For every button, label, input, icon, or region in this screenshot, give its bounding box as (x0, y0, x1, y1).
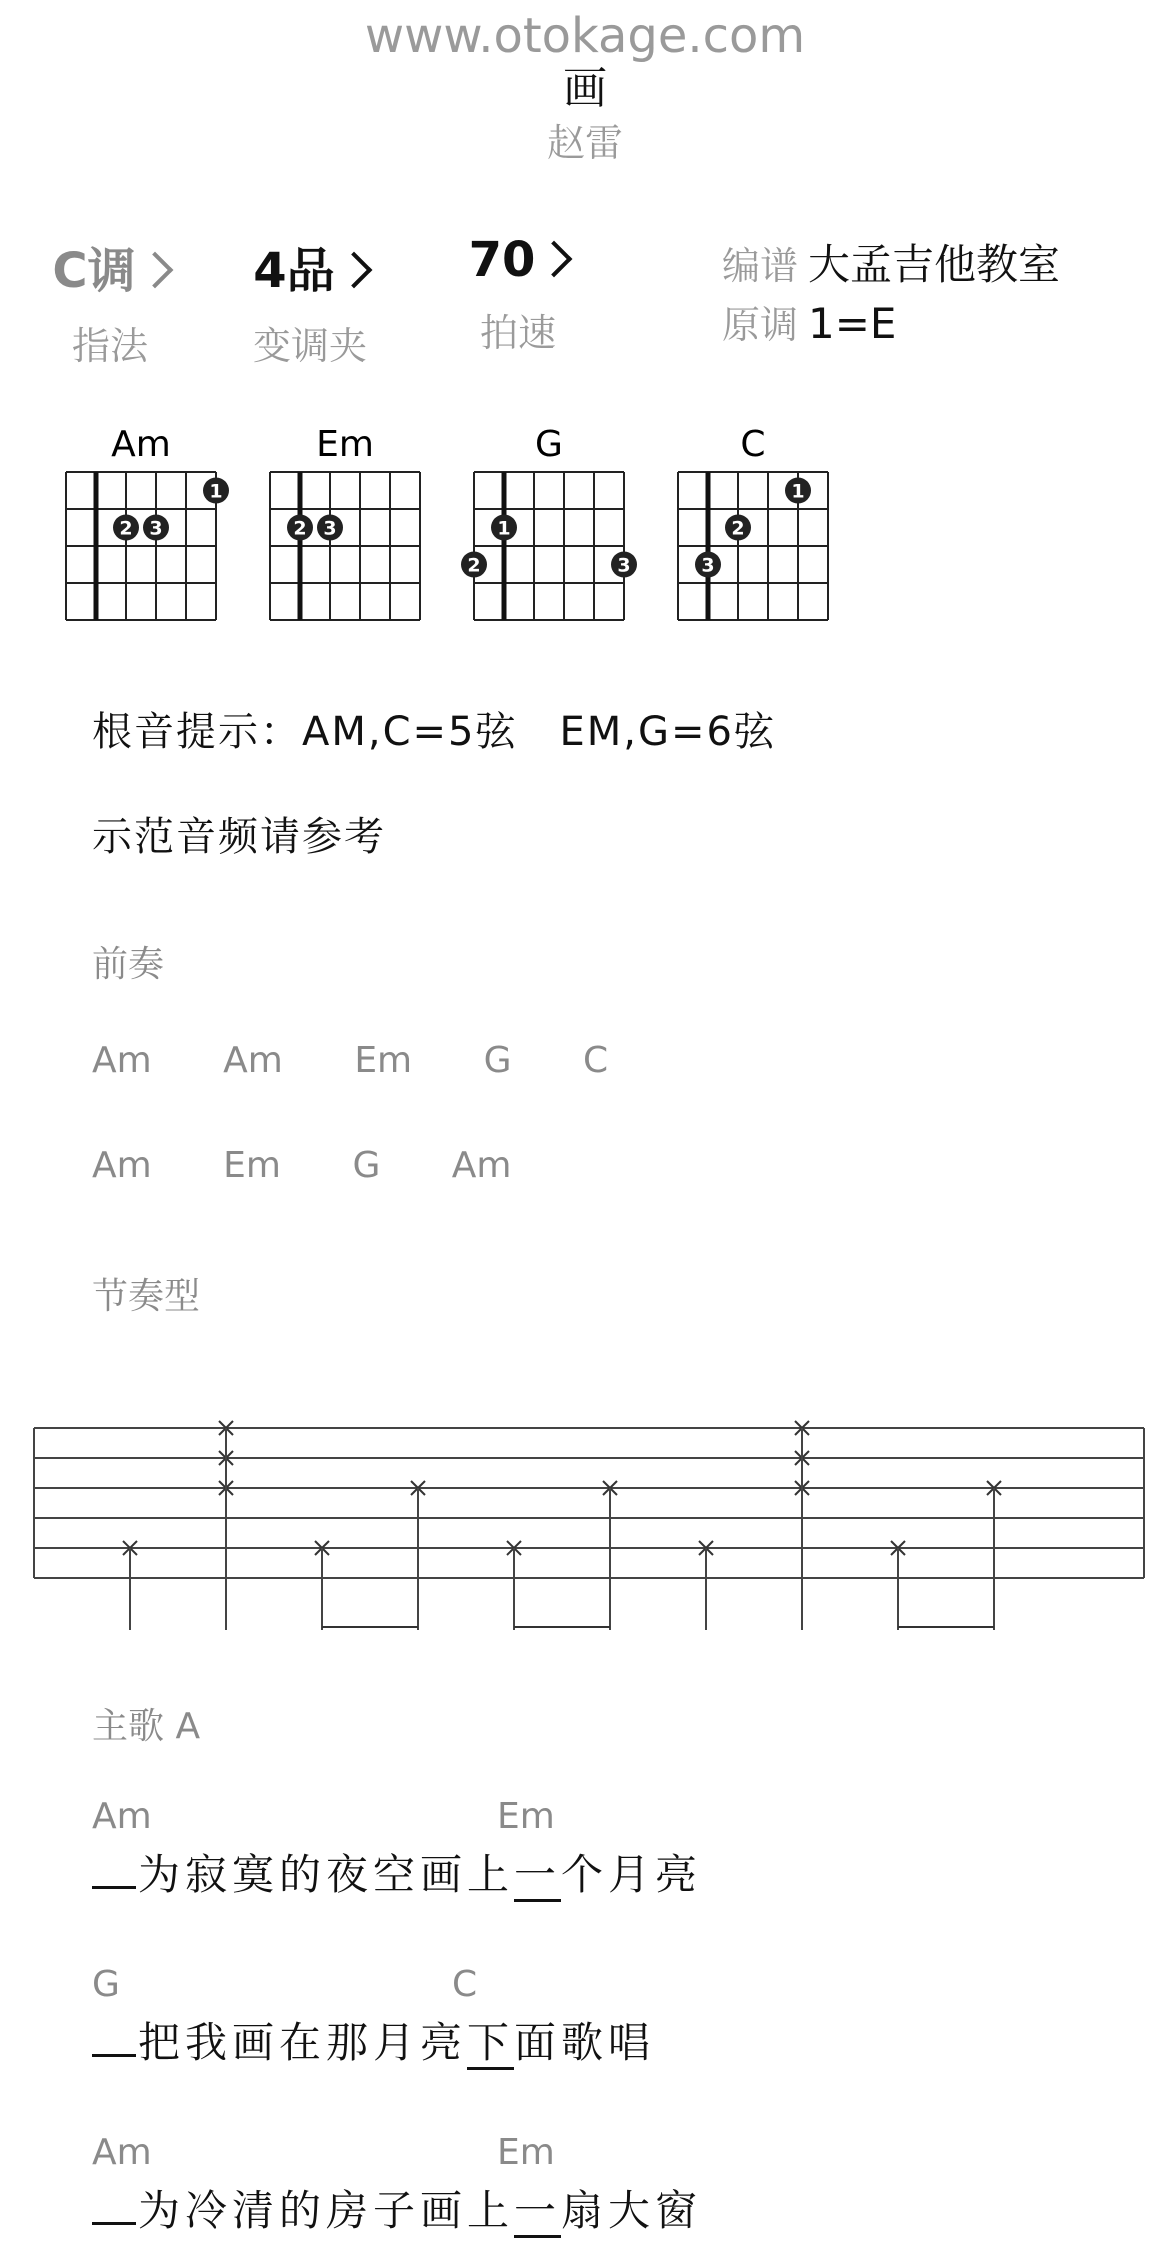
song-title: 画 (563, 63, 607, 114)
tempo-value: 70 (468, 232, 536, 288)
watermark: www.otokage.com (364, 8, 806, 64)
lyric-text: 个月亮 (561, 1850, 703, 1899)
capo-value: 4品 (253, 243, 335, 299)
chord-diagrams (0, 460, 1170, 630)
lyric-blank (92, 2020, 136, 2057)
intro-chord[interactable]: Am (451, 1145, 512, 1186)
lyric-text: 为冷清的房子画上 (138, 2186, 515, 2235)
section-intro: 前奏 (92, 944, 165, 985)
chord-diagram-c[interactable] (678, 472, 828, 620)
demo-audio-note: 示范音频请参考 (92, 814, 386, 860)
section-rhythm: 节奏型 (92, 1276, 201, 1317)
intro-chord[interactable]: G (483, 1040, 512, 1081)
lyric-line (92, 1842, 702, 1902)
key-value: C调 (52, 243, 136, 299)
finger-number: 1 (497, 517, 511, 540)
intro-chord[interactable]: Am (92, 1040, 152, 1081)
intro-chord[interactable]: Em (354, 1040, 413, 1081)
finger-number: 1 (209, 480, 223, 503)
arranger-name[interactable]: 大孟吉他教室 (808, 240, 1061, 289)
lyric-text-underlined: 下 (467, 2018, 514, 2070)
lyric-chord[interactable]: C (452, 1964, 478, 2005)
chord-diagram-am[interactable] (66, 472, 229, 620)
lyric-chord[interactable]: Em (497, 1796, 555, 1837)
lyric-chord[interactable]: G (92, 1964, 120, 2005)
intro-chord[interactable]: C (582, 1040, 609, 1081)
chevron-right-icon (536, 241, 573, 278)
finger-number: 3 (617, 554, 631, 577)
chevron-right-icon (335, 252, 372, 289)
intro-chord[interactable]: Am (92, 1145, 152, 1186)
finger-number: 3 (701, 554, 715, 577)
lyric-text: 扇大窗 (561, 2186, 703, 2235)
lyric-line (92, 2010, 655, 2070)
original-key-value: 1=E (808, 299, 897, 348)
arranger-label: 编谱 (722, 244, 799, 288)
section-verse-a: 主歌 A (92, 1706, 201, 1747)
rhythm-pattern-tab (0, 1400, 1170, 1630)
intro-line-2 (92, 1145, 512, 1186)
finger-number: 1 (791, 480, 805, 503)
tempo-label: 拍速 (479, 311, 556, 355)
tempo-selector[interactable] (448, 232, 588, 357)
finger-number: 2 (731, 517, 745, 540)
song-artist[interactable]: 赵雷 (546, 121, 623, 165)
finger-number: 2 (293, 517, 307, 540)
intro-line-1 (92, 1040, 608, 1081)
intro-chord[interactable]: Am (223, 1040, 283, 1081)
chord-name-am: Am (111, 424, 171, 465)
chord-name-c: C (740, 424, 766, 465)
arranger-row (722, 232, 1060, 292)
finger-number: 3 (323, 517, 337, 540)
finger-number: 3 (149, 517, 163, 540)
lyric-text: 把我画在那月亮 (138, 2018, 468, 2067)
lyric-blank (92, 2188, 136, 2225)
intro-chord[interactable]: G (352, 1145, 381, 1186)
lyric-text-underlined: 一 (514, 2186, 561, 2238)
chord-name-g: G (535, 424, 563, 465)
finger-number: 2 (467, 554, 481, 577)
chord-diagram-g[interactable] (461, 472, 637, 620)
lyric-blank (92, 1852, 136, 1889)
lyric-chord[interactable]: Am (92, 1796, 152, 1837)
intro-chord[interactable]: Em (223, 1145, 281, 1186)
chord-name-em: Em (316, 424, 374, 465)
chevron-right-icon (136, 252, 173, 289)
original-key-label: 原调 (722, 303, 799, 347)
chord-diagram-em[interactable] (270, 472, 420, 620)
capo-label: 变调夹 (252, 324, 367, 368)
capo-selector[interactable] (240, 232, 380, 370)
key-selector[interactable] (40, 232, 180, 370)
key-label: 指法 (71, 324, 148, 368)
lyric-line (92, 2178, 702, 2238)
finger-number: 2 (119, 517, 133, 540)
lyric-text-underlined: 一 (514, 1850, 561, 1902)
root-note-hint: 根音提示：AM,C=5弦 EM,G=6弦 (92, 709, 776, 755)
lyric-text: 为寂寞的夜空画上 (138, 1850, 515, 1899)
lyric-chord[interactable]: Am (92, 2132, 152, 2173)
original-key-row (722, 294, 896, 349)
lyric-chord[interactable]: Em (497, 2132, 555, 2173)
lyric-text: 面歌唱 (514, 2018, 656, 2067)
